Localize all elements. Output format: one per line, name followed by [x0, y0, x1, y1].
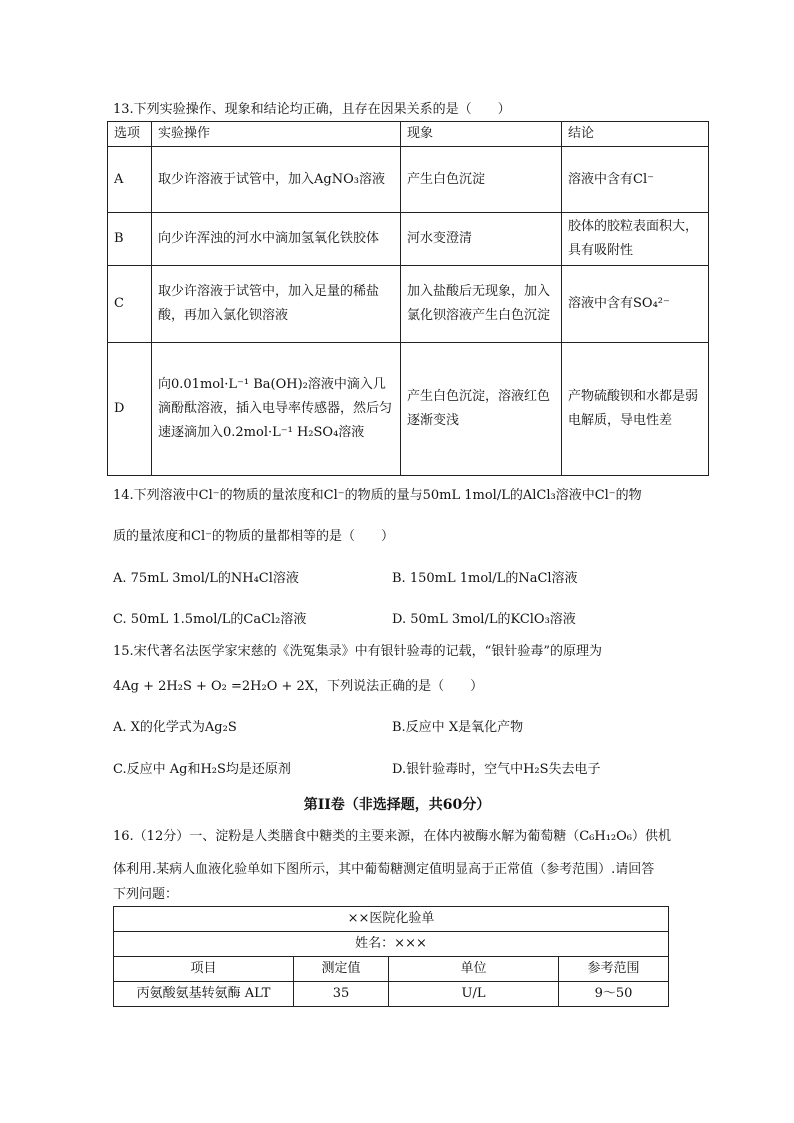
section-heading: 第II卷（非选择题，共60分） [303, 797, 491, 813]
q14-option-a: A. 75mL 3mol/L的NH₄Cl溶液 [113, 571, 299, 586]
q14-option-c: C. 50mL 1.5mol/L的CaCl₂溶液 [113, 612, 307, 627]
q14-option-d: D. 50mL 3mol/L的KClO₃溶液 [392, 612, 576, 627]
lab-report-title: ××医院化验单 [114, 907, 669, 932]
lab-row-value: 35 [294, 982, 389, 1007]
q13-row-phenomenon: 产生白色沉淀，溶液红色逐渐变浅 [401, 343, 562, 476]
q13-header-operation: 实验操作 [152, 122, 401, 147]
q15-option-b: B.反应中 X是氧化产物 [392, 720, 524, 735]
q13-row-option: A [108, 147, 152, 213]
q15-option-d: D.银针验毒时，空气中H₂S失去电子 [392, 762, 601, 777]
lab-header-value: 测定值 [294, 957, 389, 982]
table-row [108, 266, 709, 343]
lab-row-unit: U/L [389, 982, 559, 1007]
q16-line3: 下列问题： [113, 887, 179, 902]
q14-option-b: B. 150mL 1mol/L的NaCl溶液 [392, 571, 578, 586]
q13-row-conclusion: 胶体的胶粒表面积大，具有吸附性 [562, 213, 709, 266]
q15-stem-line2: 4Ag + 2H₂S + O₂ =2H₂O + 2X，下列说法正确的是（ ） [113, 679, 484, 694]
lab-header-range: 参考范围 [559, 957, 669, 982]
table-row [108, 213, 709, 266]
q13-row-operation: 取少许溶液于试管中，加入足量的稀盐酸，再加入氯化钡溶液 [152, 266, 401, 343]
q13-row-conclusion: 溶液中含有Cl⁻ [562, 147, 709, 213]
q13-header-phenomenon: 现象 [401, 122, 562, 147]
lab-row-item: 丙氨酸氨基转氨酶 ALT [114, 982, 294, 1007]
q13-row-operation: 向少许浑浊的河水中滴加氢氧化铁胶体 [152, 213, 401, 266]
q13-row-conclusion: 溶液中含有SO₄²⁻ [562, 266, 709, 343]
table-row [108, 343, 709, 476]
lab-header-item: 项目 [114, 957, 294, 982]
q13-row-option: C [108, 266, 152, 343]
q13-header-option: 选项 [108, 122, 152, 147]
q13-row-option: B [108, 213, 152, 266]
q15-stem-line1: 15.宋代著名法医学家宋慈的《洗冤集录》中有银针验毒的记载，“银针验毒”的原理为 [113, 644, 602, 659]
table-row [108, 147, 709, 213]
lab-header-unit: 单位 [389, 957, 559, 982]
table-row [114, 982, 669, 1007]
q13-row-phenomenon: 加入盐酸后无现象，加入氯化钡溶液产生白色沉淀 [401, 266, 562, 343]
lab-report-patient: 姓名：××× [114, 932, 669, 957]
q15-option-a: A. X的化学式为Ag₂S [113, 720, 237, 735]
q15-option-c: C.反应中 Ag和H₂S均是还原剂 [113, 762, 291, 777]
lab-report-table [113, 906, 669, 1007]
q13-row-operation: 向0.01mol·L⁻¹ Ba(OH)₂溶液中滴入几滴酚酞溶液，插入电导率传感器，然后匀速逐滴加入0.2mol·L⁻¹ H₂SO₄溶液 [152, 343, 401, 476]
q13-row-operation: 取少许溶液于试管中，加入AgNO₃溶液 [152, 147, 401, 213]
q13-row-option: D [108, 343, 152, 476]
q16-line1: 16.（12分）一、淀粉是人类膳食中糖类的主要来源，在体内被酶水解为葡萄糖（C₆H₁₂O₆）供机 [113, 829, 672, 844]
q14-stem-line1: 14.下列溶液中Cl⁻的物质的量浓度和Cl⁻的物质的量与50mL 1mol/L的AlCl₃溶液中Cl⁻的物 [113, 488, 642, 503]
q13-stem: 13.下列实验操作、现象和结论均正确，且存在因果关系的是（ ） [113, 102, 511, 117]
q13-row-conclusion: 产物硫酸钡和水都是弱电解质，导电性差 [562, 343, 709, 476]
q14-stem-line2: 质的量浓度和Cl⁻的物质的量都相等的是（ ） [113, 529, 394, 544]
q13-header-conclusion: 结论 [562, 122, 709, 147]
lab-row-range: 9～50 [559, 982, 669, 1007]
q16-line2: 体利用.某病人血液化验单如下图所示，其中葡萄糖测定值明显高于正常值（参考范围）.请回答 [113, 862, 655, 877]
q13-row-phenomenon: 产生白色沉淀 [401, 147, 562, 213]
q13-table [107, 121, 709, 476]
q13-row-phenomenon: 河水变澄清 [401, 213, 562, 266]
